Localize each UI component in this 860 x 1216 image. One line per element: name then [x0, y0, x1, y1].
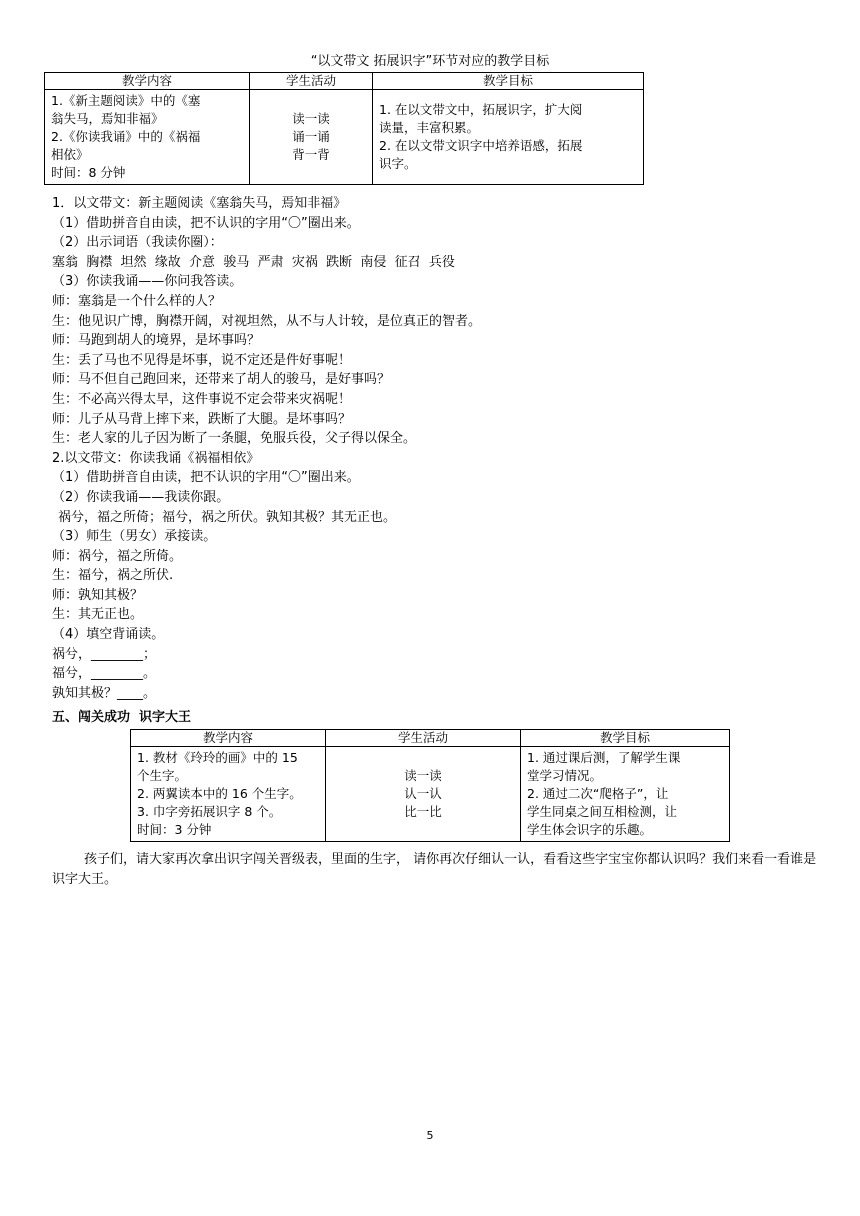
page-number: 5 — [426, 1129, 434, 1142]
table-header-row — [45, 73, 644, 90]
table1-heading: “以文带文 拓展识字”环节对应的教学目标 — [310, 54, 550, 69]
table-header-row — [131, 730, 730, 747]
header-content: 教学内容 — [131, 730, 326, 747]
goal-cell — [521, 747, 730, 842]
closing-paragraph: 孩子们，请大家再次拿出识字闯关晋级表，里面的生字， 请你再次仔细认一认，看看这些字宝宝你都认识吗？我们来看一看谁是识字大王。 — [52, 852, 817, 887]
dialogue-line: 师：孰知其极？ — [52, 587, 144, 603]
section5-title: 五、闯关成功 识字大王 — [52, 710, 192, 725]
content-line: 翁失马，焉知非福》 — [51, 111, 164, 126]
time-line: 时间：8 分钟 — [51, 165, 126, 180]
activity-line: 背一背 — [292, 147, 330, 162]
activity-cell — [250, 90, 373, 185]
table1-teaching-goals — [44, 72, 644, 185]
table-row — [45, 90, 644, 185]
content-line: 1. 教材《玲玲的画》中的 15 — [137, 750, 298, 765]
activity-cell — [326, 747, 521, 842]
body-line: （2）出示词语（我读你圈）： — [52, 235, 223, 251]
goal-line: 学生体会识字的乐趣。 — [527, 822, 653, 837]
header-activity: 学生活动 — [250, 73, 373, 90]
dialogue-line: 师：塞翁是一个什么样的人？ — [52, 293, 222, 309]
fill-blank-line: 孰知其极？____。 — [52, 685, 157, 701]
content-line: 3. 巾字旁拓展识字 8 个。 — [137, 804, 282, 819]
vocabulary-line: 塞翁 胸襟 坦然 缘故 介意 骏马 严肃 灾祸 跌断 南侵 征召 兵役 — [52, 254, 455, 270]
goal-line: 学生同桌之间互相检测，让 — [527, 804, 678, 819]
body-line: （4）填空背诵读。 — [52, 627, 165, 643]
dialogue-line: 生：福兮，祸之所伏. — [52, 568, 174, 584]
goal-cell — [373, 90, 644, 185]
content-cell — [131, 747, 326, 842]
goal-line: 识字。 — [379, 156, 417, 171]
goal-line: 读量，丰富积累。 — [379, 120, 480, 135]
content-line: 2. 两翼读本中的 16 个生字。 — [137, 786, 302, 801]
content-line: 个生字。 — [137, 768, 188, 783]
content-cell — [45, 90, 250, 185]
activity-line: 比一比 — [404, 804, 442, 819]
header-content: 教学内容 — [45, 73, 250, 90]
goal-line: 2. 在以文带文识字中培养语感，拓展 — [379, 138, 583, 153]
header-activity: 学生活动 — [326, 730, 521, 747]
body-line: （1）借助拼音自由读，把不认识的字用“〇”圈出来。 — [52, 215, 360, 231]
activity-line: 读一读 — [404, 768, 442, 783]
body-line: 2.以文带文：你读我诵《祸福相依》 — [52, 450, 260, 466]
recitation-line: 祸兮，福之所倚；福兮，祸之所伏。孰知其极？其无正也。 — [58, 509, 397, 525]
activity-line: 认一认 — [404, 786, 442, 801]
dialogue-line: 生：他见识广博，胸襟开阔，对视坦然，从不与人计较，是位真正的智者。 — [52, 313, 482, 329]
content-line: 1.《新主题阅读》中的《塞 — [51, 93, 201, 108]
body-line: （2）你读我诵——我读你跟。 — [52, 489, 230, 505]
dialogue-line: 生：不必高兴得太早，这件事说不定会带来灾祸呢！ — [52, 391, 352, 407]
activity-line: 读一读 — [292, 111, 330, 126]
activity-line: 诵一诵 — [292, 129, 330, 144]
dialogue-line: 生：其无正也。 — [52, 607, 144, 623]
body-line: （3）师生（男女）承接读。 — [52, 529, 217, 545]
goal-line: 1. 通过课后测，了解学生课 — [527, 750, 681, 765]
fill-blank-line: 祸兮，________； — [52, 646, 157, 662]
dialogue-line: 生：老人家的儿子因为断了一条腿，免服兵役，父子得以保全。 — [52, 431, 417, 447]
content-line: 相依》 — [51, 147, 89, 162]
lesson-body — [52, 194, 812, 703]
goal-line: 1. 在以文带文中，拓展识字，扩大阅 — [379, 102, 583, 117]
fill-blank-line: 福兮，________。 — [52, 666, 157, 682]
time-line: 时间：3 分钟 — [137, 822, 212, 837]
table2-teaching-goals — [130, 729, 730, 842]
dialogue-line: 师：祸兮，福之所倚。 — [52, 548, 183, 564]
dialogue-line: 师：马跑到胡人的境界，是坏事吗？ — [52, 333, 261, 349]
goal-line: 堂学习情况。 — [527, 768, 603, 783]
content-line: 2.《你读我诵》中的《祸福 — [51, 129, 201, 144]
body-line: （3）你读我诵——你问我答读。 — [52, 274, 243, 290]
header-goal: 教学目标 — [521, 730, 730, 747]
dialogue-line: 师：儿子从马背上摔下来，跌断了大腿。是坏事吗？ — [52, 411, 352, 427]
body-line: 1．以文带文：新主题阅读《塞翁失马，焉知非福》 — [52, 196, 347, 211]
body-line: （1）借助拼音自由读，把不认识的字用“〇”圈出来。 — [52, 470, 360, 486]
dialogue-line: 生：丢了马也不见得是坏事，说不定还是件好事呢！ — [52, 352, 352, 368]
header-goal: 教学目标 — [373, 73, 644, 90]
table-row — [131, 747, 730, 842]
dialogue-line: 师：马不但自己跑回来，还带来了胡人的骏马，是好事吗？ — [52, 372, 391, 388]
goal-line: 2. 通过二次“爬格子”，让 — [527, 786, 669, 801]
